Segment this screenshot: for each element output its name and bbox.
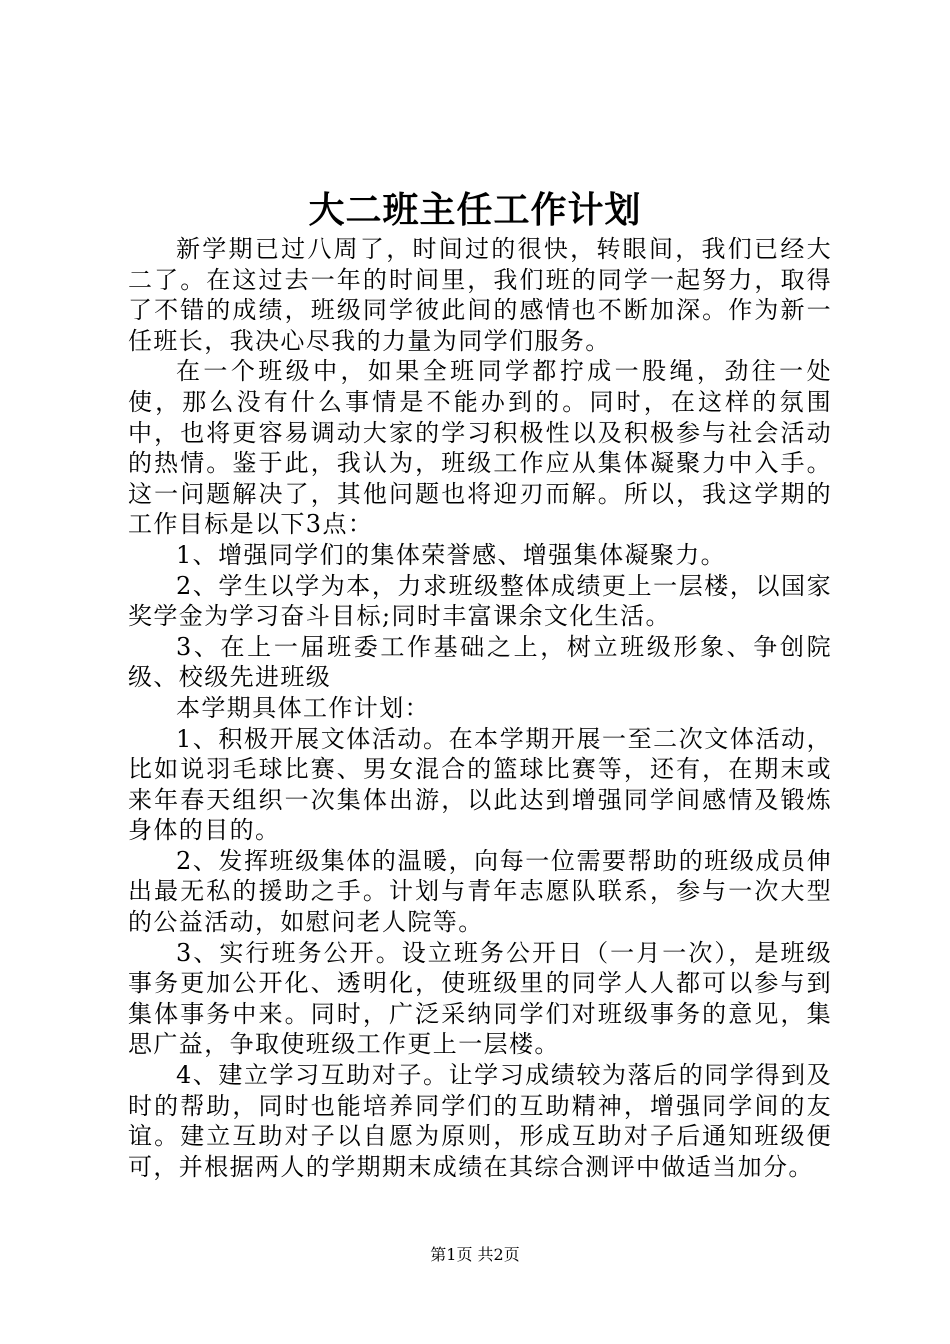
paragraph-intro: 新学期已过八周了，时间过的很快，转眼间，我们已经大二了。在这过去一年的时间里，我们班的同学一起努力，取得了不错的成绩，班级同学彼此间的感情也不断加深。作为新一任班长，我决心尽我的力量为同学们服务。	[128, 235, 832, 355]
document-body	[128, 234, 832, 1182]
paragraph-plan-1: 1、积极开展文体活动。在本学期开展一至二次文体活动，比如说羽毛球比赛、男女混合的篮球比赛等，还有，在期末或来年春天组织一次集体出游，以此达到增强同学间感情及锻炼身体的目的。	[128, 724, 832, 845]
paragraph-plan-3: 3、实行班务公开。设立班务公开日（一月一次），是班级事务更加公开化、透明化，使班级里的同学人人都可以参与到集体事务中来。同时，广泛采纳同学们对班级事务的意见，集思广益，争取使班级工作更上一层楼。	[128, 938, 832, 1059]
page-footer: 第1页 共2页	[430, 1245, 520, 1264]
paragraph-goal-1: 1、增强同学们的集体荣誉感、增强集体凝聚力。	[176, 540, 727, 569]
paragraph-plan-heading: 本学期具体工作计划：	[176, 693, 430, 722]
paragraph-goals-intro: 在一个班级中，如果全班同学都拧成一股绳，劲往一处使，那么没有什么事情是不能办到的。同时，在这样的氛围中，也将更容易调动大家的学习积极性以及积极参与社会活动的热情。鉴于此，我认为，班级工作应从集体凝聚力中入手。这一问题解决了，其他问题也将迎刃而解。所以，我这学期的工作目标是以下3点：	[128, 357, 832, 539]
paragraph-goal-3: 3、在上一届班委工作基础之上，树立班级形象、争创院级、校级先进班级	[128, 632, 832, 692]
document-title: 大二班主任工作计划	[308, 189, 642, 231]
paragraph-goal-2: 2、学生以学为本，力求班级整体成绩更上一层楼，以国家奖学金为学习奋斗目标;同时丰富课余文化生活。	[128, 571, 832, 631]
paragraph-plan-2: 2、发挥班级集体的温暖，向每一位需要帮助的班级成员伸出最无私的援助之手。计划与青年志愿队联系，参与一次大型的公益活动，如慰问老人院等。	[128, 846, 832, 937]
paragraph-plan-4: 4、建立学习互助对子。让学习成绩较为落后的同学得到及时的帮助，同时也能培养同学们的互助精神，增强同学间的友谊。建立互助对子以自愿为原则，形成互助对子后通知班级便可，并根据两人的学期期末成绩在其综合测评中做适当加分。	[128, 1061, 832, 1181]
